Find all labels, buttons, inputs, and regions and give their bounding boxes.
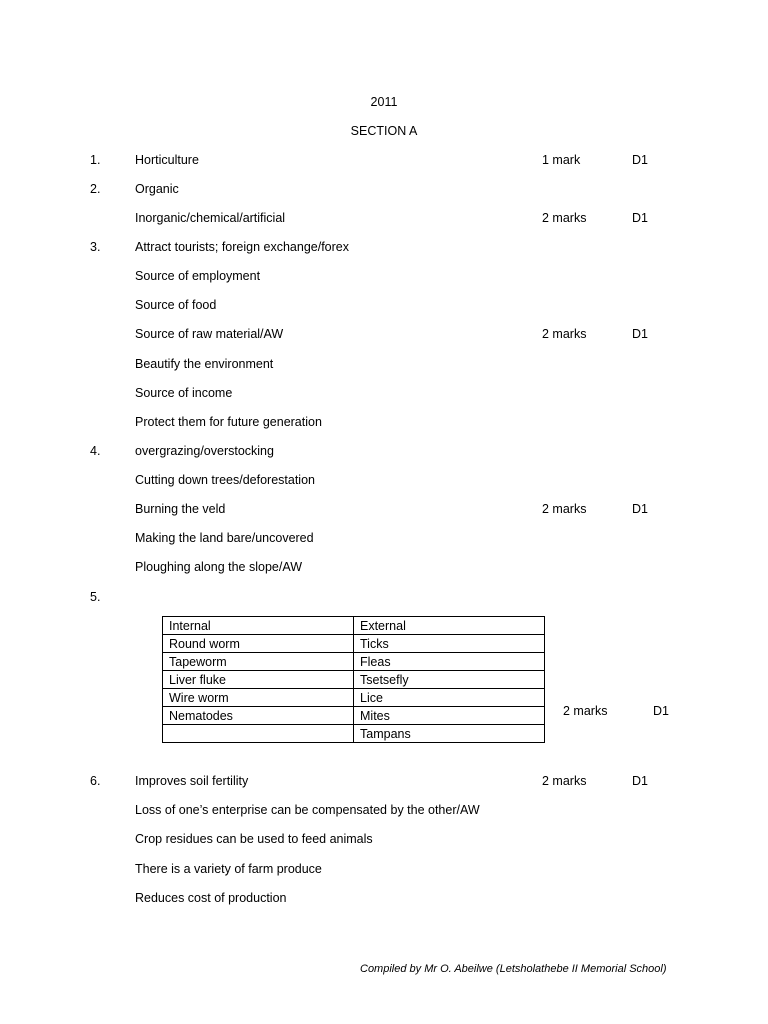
answer-line: Ploughing along the slope/AW [135, 560, 303, 574]
question-number: 4. [90, 444, 101, 458]
objective-code: D1 [653, 704, 669, 718]
table-cell: Wire worm [163, 689, 354, 707]
table-cell: Mites [354, 707, 545, 725]
table-cell: Tapeworm [163, 653, 354, 671]
page-footer: Compiled by Mr O. Abeilwe (Letsholathebe II Memorial School) [360, 963, 667, 975]
marks-label: 2 marks [563, 704, 608, 718]
answer-line: Horticulture [135, 153, 199, 167]
answer-line: Making the land bare/uncovered [135, 531, 314, 545]
table-row [163, 725, 545, 743]
table-cell: Nematodes [163, 707, 354, 725]
answer-line: Source of employment [135, 269, 261, 283]
table-cell: Lice [354, 689, 545, 707]
marks-label: 2 marks [542, 774, 587, 788]
question-number: 3. [90, 240, 101, 254]
objective-code: D1 [632, 211, 648, 225]
table-cell: Fleas [354, 653, 545, 671]
answer-line: Crop residues can be used to feed animals [135, 832, 373, 846]
table-cell: Round worm [163, 635, 354, 653]
table-cell: Ticks [354, 635, 545, 653]
question-number: 2. [90, 182, 101, 196]
year-heading: 2011 [370, 95, 398, 109]
objective-code: D1 [632, 502, 648, 516]
answer-line: Improves soil fertility [135, 774, 249, 788]
answer-line: Protect them for future generation [135, 415, 322, 429]
answer-line: Burning the veld [135, 502, 226, 516]
objective-code: D1 [632, 153, 648, 167]
marks-label: 2 marks [542, 327, 587, 341]
table-cell [163, 725, 354, 743]
table-cell: Liver fluke [163, 671, 354, 689]
answer-line: Beautify the environment [135, 357, 274, 371]
answer-line: Source of food [135, 298, 217, 312]
table-row [163, 707, 545, 725]
answer-line: Organic [135, 182, 179, 196]
answer-line: Loss of one’s enterprise can be compensated by the other/AW [135, 803, 480, 817]
objective-code: D1 [632, 774, 648, 788]
question-number: 5. [90, 590, 101, 604]
marks-label: 2 marks [542, 211, 587, 225]
question-number: 1. [90, 153, 101, 167]
objective-code: D1 [632, 327, 648, 341]
table-row [163, 635, 545, 653]
parasites-table [162, 616, 545, 743]
answer-line: Inorganic/chemical/artificial [135, 211, 286, 225]
answer-line: Reduces cost of production [135, 891, 287, 905]
table-header-external: External [354, 617, 545, 635]
table-cell: Tsetsefly [354, 671, 545, 689]
marks-label: 1 mark [542, 153, 581, 167]
marks-label: 2 marks [542, 502, 587, 516]
answer-line: Cutting down trees/deforestation [135, 473, 315, 487]
answer-line: There is a variety of farm produce [135, 862, 322, 876]
question-number: 6. [90, 774, 101, 788]
table-cell: Tampans [354, 725, 545, 743]
section-heading: SECTION A [350, 124, 418, 138]
table-row [163, 671, 545, 689]
answer-line: Source of income [135, 386, 233, 400]
table-header-row [163, 617, 545, 635]
answer-line: Source of raw material/AW [135, 327, 284, 341]
table-row [163, 653, 545, 671]
table-row [163, 689, 545, 707]
answer-line: overgrazing/overstocking [135, 444, 274, 458]
table-header-internal: Internal [163, 617, 354, 635]
answer-line: Attract tourists; foreign exchange/forex [135, 240, 349, 254]
